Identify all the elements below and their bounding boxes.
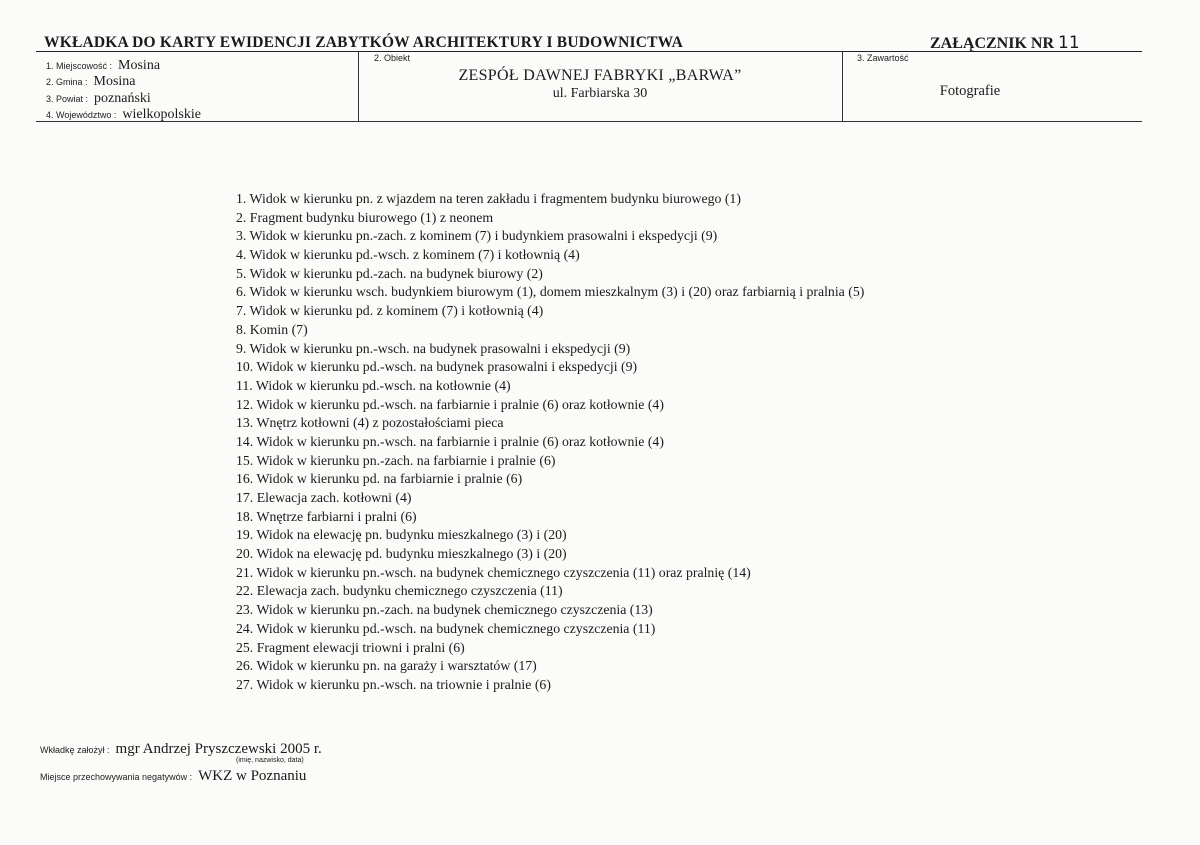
photo-item: 27. Widok w kierunku pn.-wsch. na triownie i pralnie (6) [236, 676, 551, 692]
wojewodztwo-label: 4. Województwo : [46, 110, 117, 120]
photo-item: 22. Elewacja zach. budynku chemicznego czyszczenia (11) [236, 583, 563, 599]
author-value: mgr Andrzej Pryszczewski 2005 r. [115, 741, 322, 757]
photo-item: 2. Fragment budynku biurowego (1) z neonem [236, 209, 494, 225]
photo-item: 12. Widok w kierunku pd.-wsch. na farbiarnie i pralnie (6) oraz kotłownie (4) [236, 396, 664, 412]
photo-item: 10. Widok w kierunku pd.-wsch. na budynek prasowalni i ekspedycji (9) [236, 359, 638, 375]
photo-item: 6. Widok w kierunku wsch. budynkiem biurowym (1), domem mieszkalnym (3) i (20) oraz farbiarnią i pralnia (5) [236, 284, 865, 300]
photo-item: 25. Fragment elewacji triowni i pralni (6) [236, 639, 465, 655]
footer-storage [40, 767, 306, 785]
photo-item: 11. Widok w kierunku pd.-wsch. na kotłownie (4) [236, 377, 511, 393]
photo-item: 19. Widok na elewację pn. budynku mieszkalnego (3) i (20) [236, 527, 567, 543]
content-label: 3. Zawartość [857, 53, 909, 63]
photo-item: 15. Widok w kierunku pn.-zach. na farbiarnie i pralnie (6) [236, 452, 556, 468]
photo-item: 18. Wnętrze farbiarni i pralni (6) [236, 508, 417, 524]
storage-label: Miejsce przechowywania negatywów : [40, 772, 193, 782]
photo-item: 24. Widok w kierunku pd.-wsch. na budynek chemicznego czyszczenia (11) [236, 620, 656, 636]
header-bottom-rule [36, 121, 1142, 122]
gmina-value: Mosina [93, 74, 136, 89]
photo-item: 4. Widok w kierunku pd.-wsch. z kominem (7) i kotłownią (4) [236, 247, 580, 263]
footer-author [40, 740, 322, 758]
photo-item: 3. Widok w kierunku pn.-zach. z kominem (7) i budynkiem prasowalni i ekspedycji (9) [236, 228, 718, 244]
photo-item: 21. Widok w kierunku pn.-wsch. na budynek chemicznego czyszczenia (11) oraz pralnię (14) [236, 564, 751, 580]
author-note: (imię, nazwisko, data) [236, 757, 304, 764]
photo-item: 8. Komin (7) [236, 321, 308, 337]
field-gmina [46, 72, 136, 90]
gmina-label: 2. Gmina : [46, 77, 88, 87]
annex-label-text: ZAŁĄCZNIK NR [930, 35, 1055, 52]
photo-item: 26. Widok w kierunku pn. na garaży i warsztatów (17) [236, 658, 537, 674]
photo-item: 14. Widok w kierunku pn.-wsch. na farbiarnie i pralnie (6) oraz kotłownie (4) [236, 433, 664, 449]
photo-item: 17. Elewacja zach. kotłowni (4) [236, 490, 412, 505]
content-value: Fotografie [939, 83, 1001, 99]
author-label: Wkładkę założył : [40, 745, 110, 755]
photo-item: 16. Widok w kierunku pd. na farbiarnie i pralnie (6) [236, 471, 523, 487]
divider-location-object [358, 51, 359, 121]
header-top-rule [36, 51, 1142, 52]
wojewodztwo-value: wielkopolskie [122, 107, 201, 122]
annex-label [930, 33, 1080, 53]
powiat-value: poznański [94, 91, 151, 106]
miejscowosc-value: Mosina [118, 58, 161, 73]
storage-value: WKZ w Poznaniu [198, 768, 307, 784]
photo-item: 7. Widok w kierunku pd. z kominem (7) i kotłownią (4) [236, 303, 544, 319]
photo-item: 5. Widok w kierunku pd.-zach. na budynek biurowy (2) [236, 265, 543, 281]
object-label: 2. Obiekt [374, 53, 411, 63]
object-address: ul. Farbiarska 30 [552, 86, 648, 101]
photo-item: 13. Wnętrz kotłowni (4) z pozostałościami pieca [236, 415, 504, 431]
powiat-label: 3. Powiat : [46, 94, 89, 104]
photo-item: 9. Widok w kierunku pn.-wsch. na budynek prasowalni i ekspedycji (9) [236, 340, 631, 356]
photo-list [236, 190, 864, 695]
object-title: ZESPÓŁ DAWNEJ FABRYKI „BARWA” [458, 67, 742, 84]
photo-item: 23. Widok w kierunku pn.-zach. na budynek chemicznego czyszczenia (13) [236, 602, 653, 618]
field-wojewodztwo [46, 105, 201, 123]
page-title: WKŁADKA DO KARTY EWIDENCJI ZABYTKÓW ARCHITEKTURY I BUDOWNICTWA [44, 34, 684, 51]
miejscowosc-label: 1. Miejscowość : [46, 61, 113, 71]
annex-number: 11 [1058, 33, 1080, 53]
photo-item: 1. Widok w kierunku pn. z wjazdem na teren zakładu i fragmentem budynku biurowego (1) [236, 191, 741, 206]
photo-item: 20. Widok na elewację pd. budynku mieszkalnego (3) i (20) [236, 546, 567, 562]
